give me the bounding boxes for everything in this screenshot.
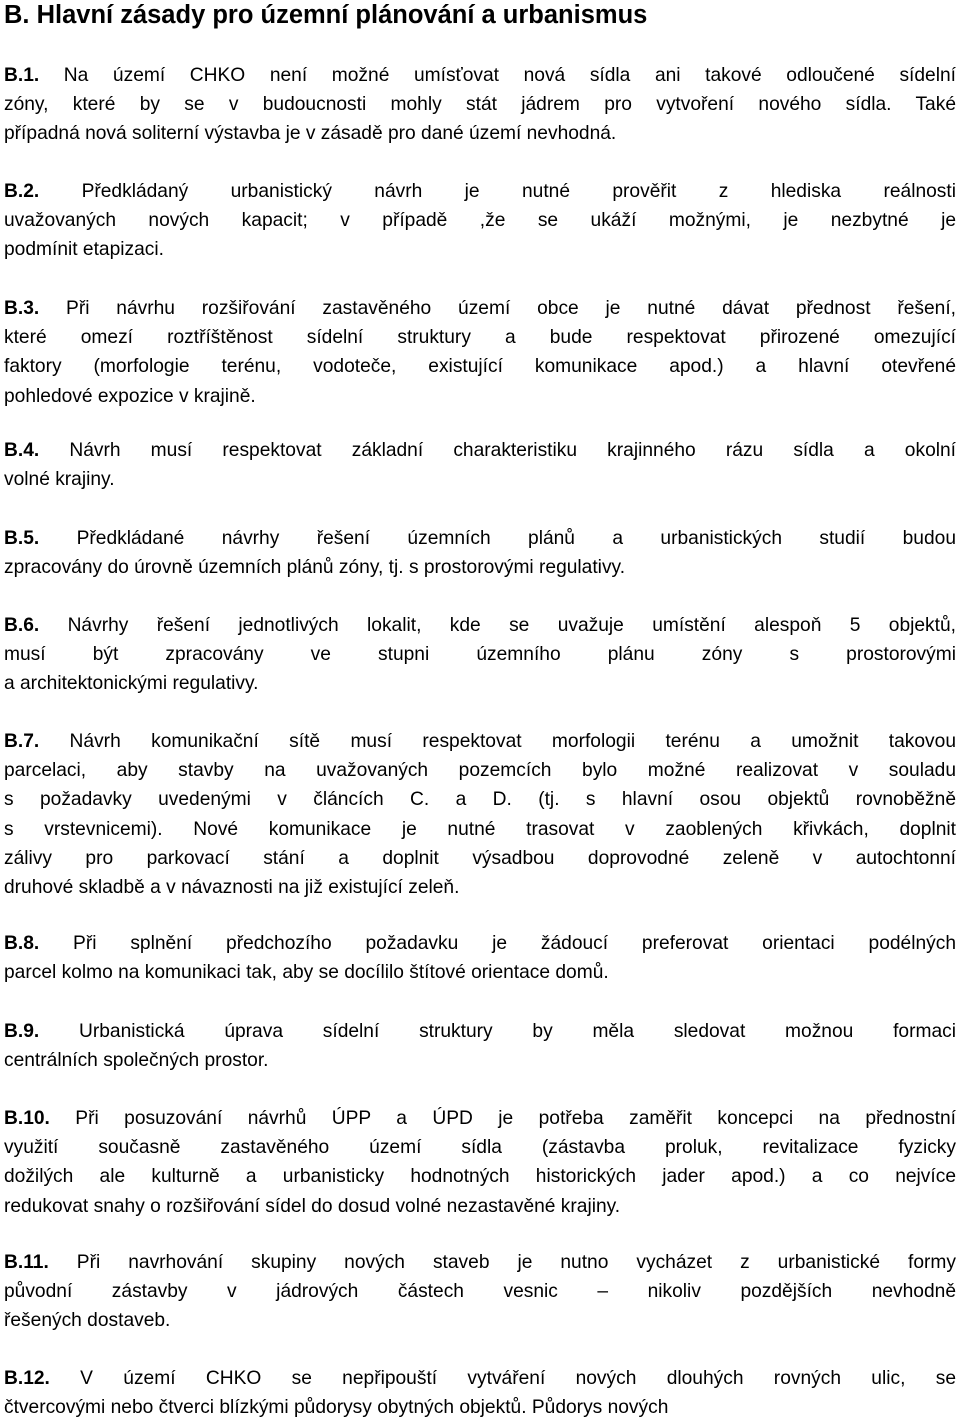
clause-text: Při návrhu rozšiřování zastavěného území obce je nutné dávat přednost řešení, <box>39 298 956 319</box>
clause-paragraph <box>4 611 956 699</box>
clause-text: zpracovány do úrovně územních plánů zóny, tj. s prostorovými regulativy. <box>4 557 626 579</box>
clause-text: redukovat snahy o rozšiřování sídel do dosud volné nezastavěné krajiny. <box>4 1195 621 1217</box>
clause-paragraph <box>4 177 956 265</box>
clause-text: Urbanistická úprava sídelní struktury by měla sledovat možnou formaci <box>39 1021 956 1042</box>
clause-line <box>4 323 956 352</box>
clause-line <box>4 785 956 814</box>
clause-line <box>4 1248 956 1277</box>
clause-line <box>4 294 956 323</box>
clause-number: B.12. <box>4 1368 50 1389</box>
clause-paragraph <box>4 61 956 149</box>
clause-line <box>4 436 956 465</box>
clause-line <box>4 382 956 411</box>
clause-paragraph <box>4 436 956 494</box>
clause-number: B.9. <box>4 1021 40 1042</box>
clause-line <box>4 727 956 756</box>
clause-text: zóny, které by se v budoucnosti mohly stát jádrem pro vytvoření nového sídla. Také <box>4 94 956 116</box>
clause-line <box>4 1104 956 1133</box>
clause-line <box>4 1277 956 1306</box>
clause-line <box>4 352 956 381</box>
clause-line <box>4 235 956 264</box>
clause-line <box>4 1192 956 1221</box>
clause-number: B.2. <box>4 181 40 202</box>
clause-text: parcel kolmo na komunikaci tak, aby se docílilo štítové orientace domů. <box>4 962 609 984</box>
clause-text: druhové skladbě a v návaznosti na již existující zeleň. <box>4 877 460 899</box>
clause-line <box>4 844 956 873</box>
clause-text: využití současně zastavěného území sídla (zástavba proluk, revitalizace fyzicky <box>4 1137 956 1159</box>
clause-number: B.10. <box>4 1108 50 1129</box>
clause-text: centrálních společných prostor. <box>4 1050 269 1072</box>
clause-text: původní zástavby v jádrových částech vesnic – nikoliv pozdějších nevhodně <box>4 1281 956 1303</box>
clause-text: zálivy pro parkovací stání a doplnit výsadbou doprovodné zeleně v autochtonní <box>4 847 956 869</box>
clause-line <box>4 90 956 119</box>
clause-line <box>4 1017 956 1046</box>
clause-paragraph <box>4 1248 956 1336</box>
clause-line <box>4 1364 956 1393</box>
clause-line <box>4 815 956 844</box>
clause-line <box>4 1393 956 1422</box>
clause-text: řešených dostaveb. <box>4 1310 171 1332</box>
clause-text: pohledové expozice v krajině. <box>4 385 256 407</box>
clause-paragraph <box>4 727 956 902</box>
clause-line <box>4 669 956 698</box>
clause-text: které omezí roztříštěnost sídelní struktury a bude respektovat přirozené omezující <box>4 327 956 349</box>
clause-text: V území CHKO se nepřipouští vytváření nových dlouhých rovných ulic, se <box>49 1368 956 1389</box>
clause-text: Při splnění předchozího požadavku je žádoucí preferovat orientaci podélných <box>39 933 956 954</box>
clause-text: uvažovaných nových kapacit; v případě ,že se ukáží možnými, je nezbytné je <box>4 210 956 232</box>
clause-text: Na území CHKO není možné umísťovat nová sídla ani takové odloučené sídelní <box>39 65 956 86</box>
clause-line <box>4 1306 956 1335</box>
clause-text: Předkládaný urbanistický návrh je nutné prověřit z hlediska reálnosti <box>39 181 956 202</box>
clause-line <box>4 929 956 958</box>
clause-number: B.4. <box>4 440 40 461</box>
clause-paragraph <box>4 929 956 987</box>
clause-paragraph <box>4 1017 956 1075</box>
clause-line <box>4 206 956 235</box>
clause-number: B.3. <box>4 298 40 319</box>
clause-number: B.11. <box>4 1252 49 1273</box>
section-heading: B. Hlavní zásady pro územní plánování a urbanismus <box>4 1 648 29</box>
clause-number: B.8. <box>4 933 40 954</box>
clause-line <box>4 61 956 90</box>
clause-text: parcelaci, aby stavby na uvažovaných pozemcích bylo možné realizovat v souladu <box>4 760 956 782</box>
clause-text: čtvercovými nebo čtverci blízkými půdorysy obytných objektů. Půdorys nových <box>4 1397 669 1419</box>
clause-text: dožilých ale kulturně a urbanisticky hodnotných historických jader apod.) a co nejvíce <box>4 1166 956 1188</box>
clause-text: Návrhy řešení jednotlivých lokalit, kde se uvažuje umístění alespoň 5 objektů, <box>39 615 956 636</box>
clause-line <box>4 119 956 148</box>
clause-text: Při posuzování návrhů ÚPP a ÚPD je potřeba zaměřit koncepci na přednostní <box>49 1108 956 1129</box>
clause-line <box>4 553 956 582</box>
clause-line <box>4 1162 956 1191</box>
clause-line <box>4 873 956 902</box>
clause-line <box>4 611 956 640</box>
clause-paragraph <box>4 1104 956 1221</box>
clause-line <box>4 958 956 987</box>
clause-paragraph <box>4 524 956 582</box>
clause-text: faktory (morfologie terénu, vodoteče, existující komunikace apod.) a hlavní otevřené <box>4 356 956 378</box>
clause-line <box>4 465 956 494</box>
document-page <box>4 0 956 1419</box>
clause-text: musí být zpracovány ve stupni územního plánu zóny s prostorovými <box>4 644 956 666</box>
clause-text: Předkládané návrhy řešení územních plánů a urbanistických studií budou <box>39 528 956 549</box>
clause-line <box>4 177 956 206</box>
clause-number: B.7. <box>4 731 40 752</box>
clause-line <box>4 1046 956 1075</box>
clause-text: Návrh musí respektovat základní charakteristiku krajinného rázu sídla a okolní <box>39 440 956 461</box>
clause-number: B.6. <box>4 615 40 636</box>
clause-paragraph <box>4 294 956 411</box>
clause-text: Při navrhování skupiny nových staveb je nutno vycházet z urbanistické formy <box>48 1252 956 1273</box>
clause-line <box>4 1133 956 1162</box>
clause-line <box>4 640 956 669</box>
clause-number: B.5. <box>4 528 40 549</box>
clause-text: a architektonickými regulativy. <box>4 673 259 695</box>
clause-text: podmínit etapizaci. <box>4 239 164 261</box>
clause-text: případná nová soliterní výstavba je v zásadě pro dané území nevhodná. <box>4 123 617 145</box>
clause-text: s požadavky uvedenými v článcích C. a D. (tj. s hlavní osou objektů rovnoběžně <box>4 789 956 811</box>
clause-paragraph <box>4 1364 956 1422</box>
clause-number: B.1. <box>4 65 40 86</box>
clause-text: s vrstevnicemi). Nové komunikace je nutné trasovat v zaoblených křivkách, doplnit <box>4 818 956 840</box>
clause-text: volné krajiny. <box>4 469 115 491</box>
clause-line <box>4 756 956 785</box>
clause-text: Návrh komunikační sítě musí respektovat morfologii terénu a umožnit takovou <box>39 731 956 752</box>
clause-line <box>4 524 956 553</box>
